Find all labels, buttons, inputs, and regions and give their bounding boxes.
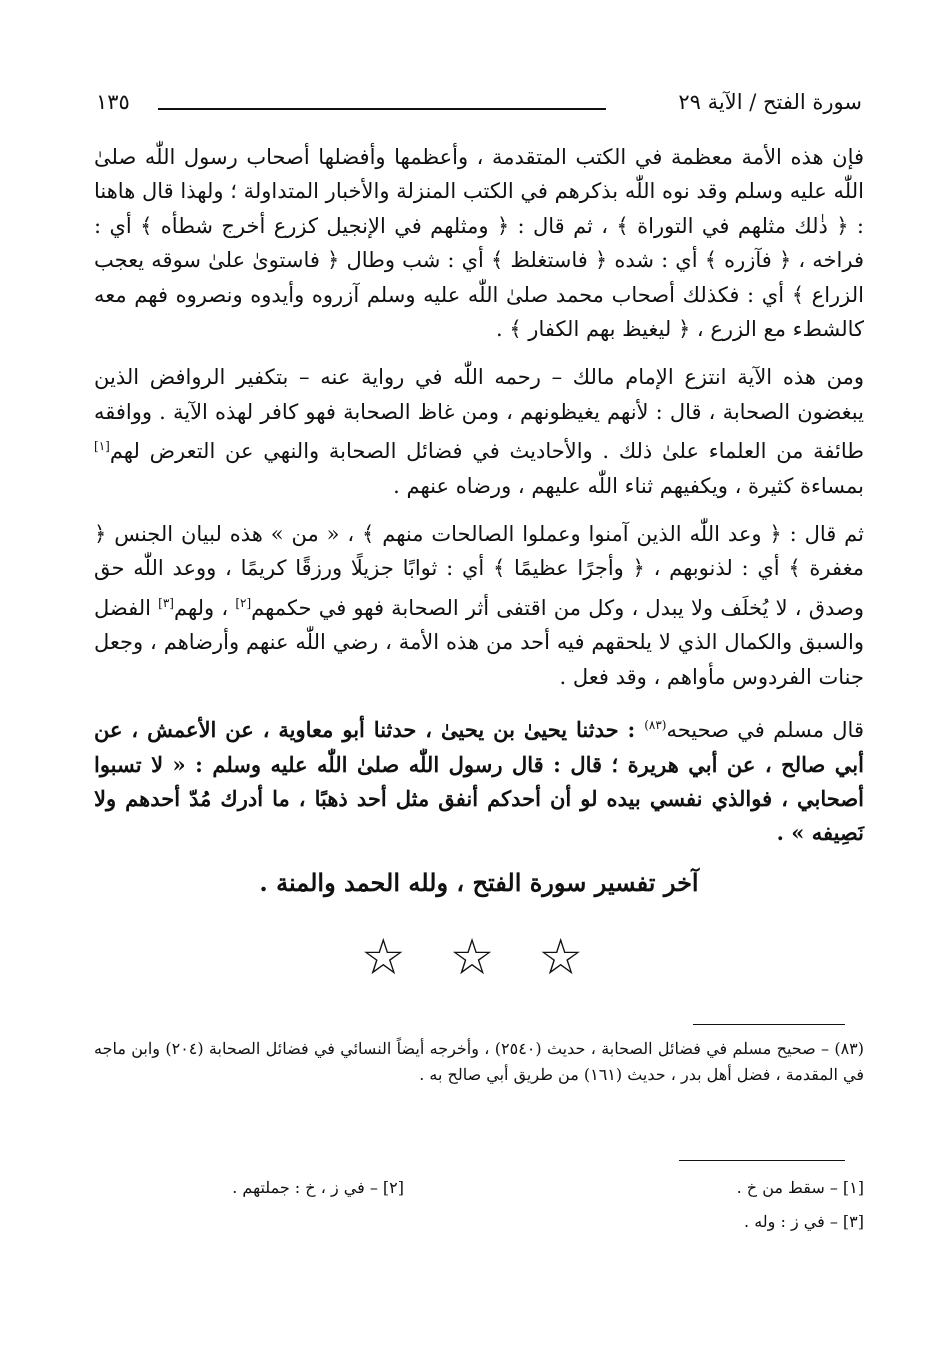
paragraph-2-text: ومن هذه الآية انتزع الإمام مالك – رحمه اللّٰه في رواية عنه – بتكفير الروافض الذين يبغضون الصحابة ، قال : لأنهم يغيظونهم ، ومن غاظ الصحابة فهو كافر لهذه الآية . ووافقه طائفة من العلماء علىٰ ذلك . والأحاديث في فضائل الصحابة والنهي عن التعرض لهم <box>94 365 864 464</box>
footnote-ref-3: [٣] <box>158 595 174 610</box>
running-title: سورة الفتح / الآية ٢٩ <box>678 90 862 114</box>
star-ornament-icon: ☆ ☆ ☆ <box>360 928 598 986</box>
paragraph-4-text-a: قال مسلم في صحيحه <box>666 718 864 743</box>
surah-conclusion: آخر تفسير سورة الفتح ، ولله الحمد والمنة . <box>259 868 699 897</box>
footnote-83: (٨٣) – صحيح مسلم في فضائل الصحابة ، حديث (٢٥٤٠) ، وأخرجه أيضاً النسائي في فضائل الصحابة (٢٠٤) وابن ماجه في المقدمة ، فضل أهل بدر ، حديث (١٦١) من طريق أبي صالح به . <box>94 1039 864 1084</box>
variant-note-3: [٣] – في ز : وله . <box>744 1212 864 1231</box>
paragraph-1: فإن هذه الأمة معظمة في الكتب المتقدمة ، وأعظمها وأفضلها أصحاب رسول اللّٰه صلىٰ اللّٰه عليه وسلم وقد نوه اللّٰه بذكرهم في الكتب المنزلة والأخبار المتداولة ؛ ولهذا قال هاهنا : ﴿ ذٰلك مثلهم في التوراة ﴾ ، ثم قال : ﴿ ومثلهم في الإنجيل كزرع أخرج شطأه ﴾ أي : فراخه ، ﴿ فآزره ﴾ أي : شده ﴿ فاستغلظ ﴾ أي : شب وطال ﴿ فاستوىٰ علىٰ سوقه يعجب الزراع ﴾ أي : فكذلك أصحاب محمد صلىٰ اللّٰه عليه وسلم آزروه وأيدوه ونصروه فهم معه كالشطء مع الزرع ، ﴿ ليغيظ بهم الكفار ﴾ . <box>94 145 864 342</box>
variant-note-2: [٢] – في ز ، خ : جملتهم . <box>232 1178 404 1197</box>
footnote-rule <box>693 1024 845 1025</box>
footnote-ref-2: [٢] <box>235 595 252 610</box>
footnote-ref-83: (٨٣) <box>644 718 667 733</box>
paragraph-2-end: بمساءة كثيرة ، ويكفيهم ثناء اللّٰه عليهم ، ورضاه عنهم . <box>393 473 864 498</box>
page-header <box>96 88 862 122</box>
variant-notes-rule <box>679 1160 845 1161</box>
page-number: ١٣٥ <box>96 90 130 114</box>
paragraph-3 <box>94 517 864 694</box>
paragraph-4 <box>94 708 864 851</box>
paragraph-3-text-b: ، ولهم <box>173 595 236 620</box>
footnote-ref-1: [١] <box>94 439 110 454</box>
header-rule <box>158 108 606 110</box>
paragraph-3-text-c: الفضل والسبق والكمال الذي لا يلحقهم فيه أحد من هذه الأمة ، رضي اللّٰه عنهم وأرضاهم ، وجعل جنات الفردوس مأواهم ، وقد فعل . <box>94 595 864 689</box>
paragraph-2 <box>94 360 864 503</box>
main-text <box>94 140 864 851</box>
paragraph-3-text-a: ثم قال : ﴿ وعد اللّٰه الذين آمنوا وعملوا الصالحات منهم ﴾ ، « من » هذه لبيان الجنس ﴿ مغفرة ﴾ أي : لذنوبهم ، ﴿ وأجرًا عظيمًا ﴾ أي : ثوابًا جزيلًا ورزقًا كريمًا ، ووعد اللّٰه حق وصدق ، لا يُخلَف ولا يبدل ، وكل من اقتفى أثر الصحابة فهو في حكمهم <box>94 522 865 620</box>
paragraph-4-text-b: : حدثنا يحيىٰ بن يحيىٰ ، حدثنا أبو معاوية ، عن الأعمش ، عن أبي صالح ، عن أبي هريرة ؛ قال : قال رسول اللّٰه صلىٰ اللّٰه عليه وسلم : « لا تسبوا أصحابي ، فوالذي نفسي بيده لو أن أحدكم أنفق مثل أحد ذهبًا ، ما أدرك مُدّ أحدهم ولا نَصِيفه » . <box>94 717 864 846</box>
variant-note-1: [١] – سقط من خ . <box>736 1178 864 1197</box>
